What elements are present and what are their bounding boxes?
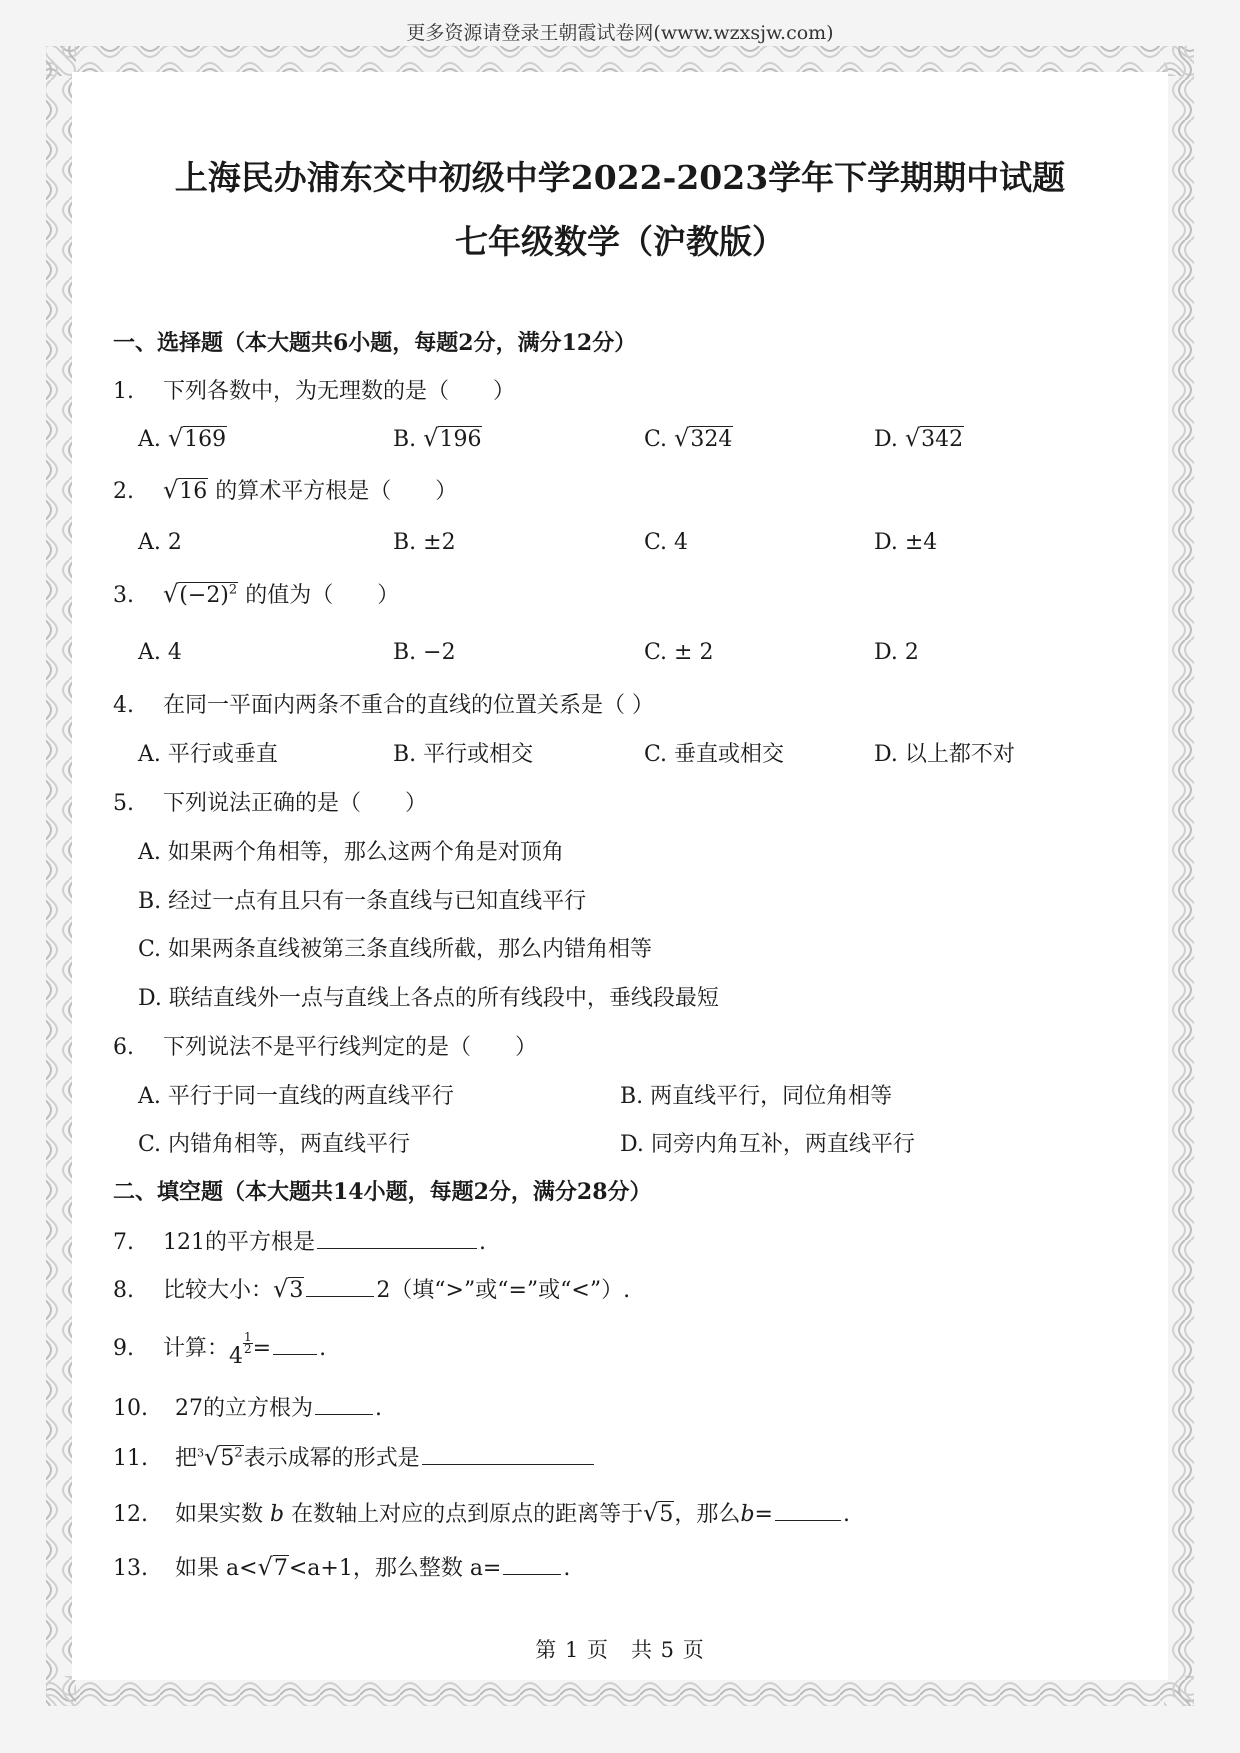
question-stem: 下列说法正确的是（ ） — [163, 791, 428, 816]
question-number: 12. — [113, 1502, 148, 1527]
question-stem: 在同一平面内两条不重合的直线的位置关系是（ ） — [163, 693, 654, 718]
question-number: 11. — [113, 1446, 148, 1471]
question-number: 6. — [113, 1035, 134, 1060]
question-2 — [113, 474, 457, 505]
cube-root-expression: $^3√5^2$ — [197, 1443, 243, 1471]
section2-heading: 二、填空题（本大题共14小题，每题2分，满分28分） — [113, 1179, 652, 1205]
q6-option-a: A. 平行于同一直线的两直线平行 — [138, 1084, 454, 1109]
q5-option-b: B. 经过一点有且只有一条直线与已知直线平行 — [138, 889, 587, 914]
q4-option-c: C. 垂直或相交 — [644, 742, 785, 767]
q3-option-a: A. 4 — [138, 640, 182, 665]
question-3 — [113, 578, 399, 609]
q2-option-a: A. 2 — [138, 530, 182, 555]
question-number: 10. — [113, 1396, 148, 1421]
sqrt-expression: $√(-2)^2$ — [163, 580, 238, 608]
question-7: 7. 121的平方根是 . — [113, 1230, 486, 1255]
q1-option-a: A. √169 — [138, 424, 227, 452]
answer-blank — [306, 1276, 374, 1297]
section1-heading: 一、选择题（本大题共6小题，每题2分，满分12分） — [113, 330, 637, 356]
question-number: 3. — [113, 583, 134, 608]
sqrt-expression: √324 — [674, 424, 733, 452]
question-11: 11. 把$^3√5^2$表示成幂的形式是 — [113, 1441, 596, 1472]
q2-option-d: D. ±4 — [874, 530, 938, 555]
question-number: 7. — [113, 1230, 134, 1255]
q3-option-d: D. 2 — [874, 640, 919, 665]
question-number: 9. — [113, 1336, 134, 1361]
q3-option-b: B. −2 — [393, 640, 456, 665]
q1-option-b: B. √196 — [393, 424, 482, 452]
question-13: 13. 如果 a<√7<a+1，那么整数 a= . — [113, 1553, 571, 1581]
q6-option-c: C. 内错角相等，两直线平行 — [138, 1132, 411, 1157]
question-8: 8. 比较大小：√3 2（填“>”或“=”或“<”）. — [113, 1275, 631, 1303]
power-expression: 4 $\frac{1}{2}$ — [229, 1330, 252, 1369]
q3-option-c: C. ± 2 — [644, 640, 714, 665]
exam-subtitle: 七年级数学（沪教版） — [455, 222, 785, 261]
sqrt-expression: √3 — [273, 1275, 304, 1303]
q4-option-b: B. 平行或相交 — [393, 742, 534, 767]
answer-blank — [503, 1554, 561, 1575]
sqrt-expression: √196 — [423, 424, 482, 452]
question-9: 9. 计算：4 $\frac{1}{2}$ = . — [113, 1330, 327, 1369]
question-10: 10. 27的立方根为 . — [113, 1396, 382, 1421]
q2-option-c: C. 4 — [644, 530, 689, 555]
sqrt-expression: √16 — [163, 476, 208, 504]
question-1 — [113, 374, 515, 405]
question-4 — [113, 688, 654, 719]
question-number: 2. — [113, 479, 134, 504]
question-number: 4. — [113, 693, 134, 718]
question-stem: 下列说法不是平行线判定的是（ ） — [163, 1035, 538, 1060]
q6-option-b: B. 两直线平行，同位角相等 — [620, 1084, 893, 1109]
exam-paper — [72, 72, 1168, 1680]
answer-blank — [315, 1394, 373, 1415]
page-footer: 第 1 页 共 5 页 — [535, 1638, 705, 1662]
question-5 — [113, 786, 427, 817]
question-stem: 下列各数中，为无理数的是（ ） — [163, 379, 516, 404]
sqrt-expression: √7 — [257, 1553, 288, 1581]
question-number: 13. — [113, 1556, 148, 1581]
watermark-header: 更多资源请登录王朝霞试卷网(www.wzxsjw.com) — [406, 22, 834, 44]
sqrt-expression: √342 — [904, 424, 964, 452]
answer-blank — [422, 1444, 594, 1465]
answer-blank — [317, 1228, 477, 1249]
answer-blank — [775, 1500, 841, 1521]
sqrt-expression: √169 — [167, 424, 227, 452]
question-12: 12. 如果实数 b 在数轴上对应的点到原点的距离等于√5，那么b= . — [113, 1499, 850, 1527]
question-number: 5. — [113, 791, 134, 816]
q2-option-b: B. ±2 — [393, 530, 456, 555]
question-6 — [113, 1030, 537, 1061]
question-number: 8. — [113, 1278, 134, 1303]
q6-option-d: D. 同旁内角互补，两直线平行 — [620, 1132, 915, 1157]
q1-option-d: D. √342 — [874, 424, 964, 452]
q4-option-d: D. 以上都不对 — [874, 742, 1015, 767]
question-stem: 的算术平方根是（ ） — [215, 479, 458, 504]
answer-blank — [273, 1334, 317, 1355]
q5-option-d: D. 联结直线外一点与直线上各点的所有线段中，垂线段最短 — [138, 986, 719, 1011]
exam-title: 上海民办浦东交中初级中学2022-2023学年下学期期中试题 — [174, 158, 1066, 197]
q5-option-a: A. 如果两个角相等，那么这两个角是对顶角 — [138, 840, 564, 865]
q5-option-c: C. 如果两条直线被第三条直线所截，那么内错角相等 — [138, 937, 653, 962]
sqrt-expression: √5 — [643, 1499, 674, 1527]
q4-option-a: A. 平行或垂直 — [138, 742, 278, 767]
question-number: 1. — [113, 379, 134, 404]
q1-option-c: C. √324 — [644, 424, 733, 452]
question-stem: 的值为（ ） — [245, 583, 400, 608]
